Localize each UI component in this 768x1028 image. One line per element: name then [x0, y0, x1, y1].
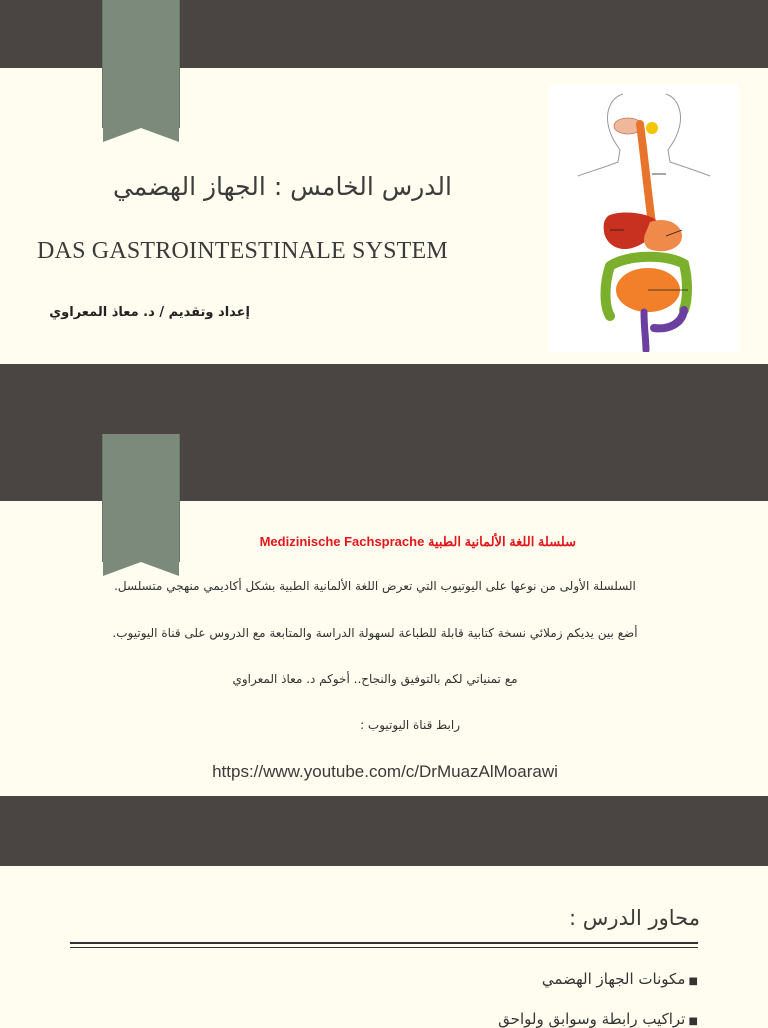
digestive-system-svg [548, 84, 738, 352]
rectum-shape [644, 312, 646, 350]
bullet-text-1: مكونات الجهاز الهضمي [541, 970, 686, 988]
intro-line-4: رابط قناة اليوتيوب : [360, 718, 460, 732]
bullet-marker: ■ [685, 1016, 698, 1027]
series-title: سلسلة اللغة الألمانية الطبية Medizinische Fachsprache [259, 534, 576, 549]
intro-line-1: السلسلة الأولى من نوعها على اليوتيوب التي تعرض اللغة الألمانية الطبية بشكل أكاديمي منهجي متسلسل. [114, 579, 636, 593]
author-credit: إعداد وتقديم / د. معاذ المعراوي [49, 305, 250, 320]
separator-band-3 [0, 796, 768, 866]
intro-line-2: أضع بين يديكم زملائي نسخة كتابية قابلة للطباعة لسهولة الدراسة والمتابعة مع الدروس على قناة اليوتيوب. [112, 626, 638, 640]
outline-heading: محاور الدرس : [569, 906, 700, 930]
youtube-link[interactable]: https://www.youtube.com/c/DrMuazAlMoarawi [212, 762, 558, 781]
digestive-system-illustration [548, 84, 738, 352]
bookmark-ribbon [102, 0, 180, 128]
lesson-title-german: DAS GASTROINTESTINALE SYSTEM [37, 238, 448, 264]
intro-line-3: مع تمنياتي لكم بالتوفيق والنجاح.. أخوكم د. معاذ المعراوي [232, 672, 518, 686]
esophagus-shape [640, 124, 652, 224]
outline-bullet-1 [300, 970, 698, 988]
outline-bullet-2 [300, 1010, 698, 1028]
gland-shape [646, 122, 658, 134]
lesson-title-arabic: الدرس الخامس : الجهاز الهضمي [112, 172, 452, 201]
bullet-marker: ■ [685, 976, 698, 987]
bullet-text-2: تراكيب رابطة وسوابق ولواحق [498, 1010, 686, 1028]
heading-divider [70, 942, 698, 948]
stomach-shape [644, 220, 682, 251]
